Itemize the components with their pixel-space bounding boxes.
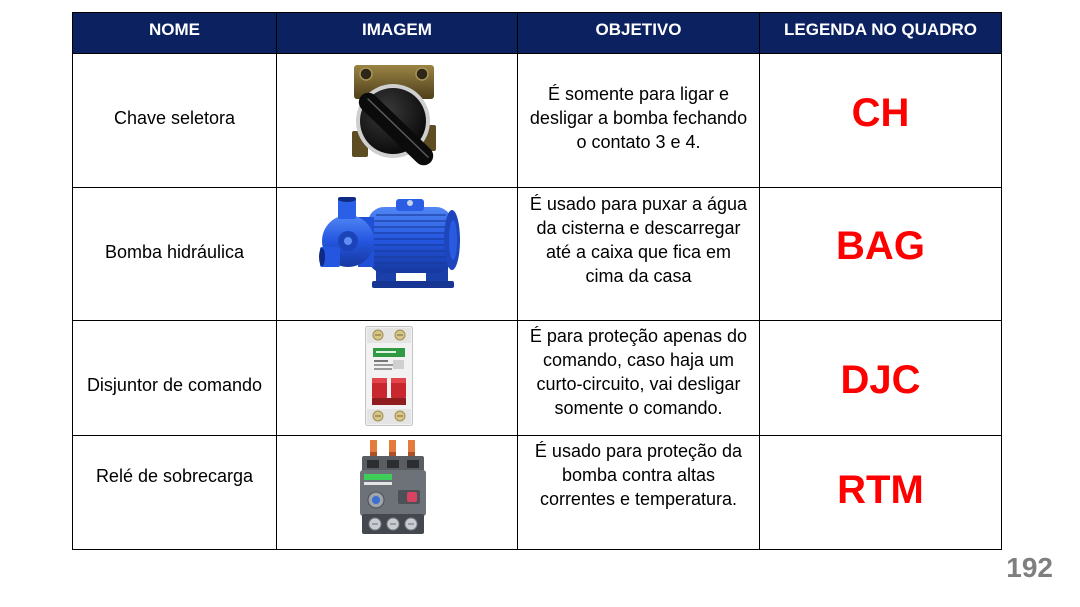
column-header-label: LEGENDA NO QUADRO [784, 20, 977, 39]
cell-image [277, 54, 518, 188]
objective-text: É somente para ligar e desligar a bomba fechando o contato 3 e 4. [529, 84, 748, 152]
cell-objective [518, 321, 760, 436]
cell-legend [760, 54, 1002, 188]
cell-image [277, 436, 518, 550]
cell-name [73, 436, 277, 550]
column-header-name [73, 13, 277, 54]
water-pump-image [318, 197, 462, 290]
cell-image [277, 188, 518, 321]
cell-name [73, 321, 277, 436]
cell-name [73, 188, 277, 321]
component-name: Disjuntor de comando [86, 375, 263, 395]
component-name: Chave seletora [113, 108, 236, 128]
column-header-label: IMAGEM [362, 20, 432, 39]
column-header-legend [760, 13, 1002, 54]
cell-legend [760, 436, 1002, 550]
relay-body [360, 456, 426, 516]
objective-text: É para proteção apenas do comando, caso haja um curto-circuito, vai desligar somente o comando. [529, 326, 748, 418]
circuit-breaker-image [365, 326, 413, 426]
cell-objective [518, 54, 760, 188]
component-name: Bomba hidráulica [104, 242, 245, 262]
cell-legend [760, 321, 1002, 436]
objective-text: É usado para proteção da bomba contra altas correntes e temperatura. [534, 441, 743, 509]
legend-code: BAG [836, 224, 925, 268]
components-table [72, 12, 1002, 550]
cell-name [73, 54, 277, 188]
selector-switch-image [348, 65, 440, 170]
objective-text: É usado para puxar a água da cisterna e descarregar até a caixa que fica em cima da casa [529, 194, 748, 286]
column-header-objective [518, 13, 760, 54]
column-header-image [277, 13, 518, 54]
relay-terminals [362, 514, 424, 534]
legend-code: CH [851, 91, 910, 135]
cell-image [277, 321, 518, 436]
breaker-body [366, 327, 413, 426]
column-header-label: NOME [149, 20, 200, 39]
page-number: 192 [1006, 552, 1053, 583]
pump-head [319, 197, 374, 267]
cell-objective [518, 436, 760, 550]
legend-code: RTM [837, 468, 924, 512]
cell-legend [760, 188, 1002, 321]
overload-relay-image [358, 440, 428, 536]
component-name: Relé de sobrecarga [95, 466, 254, 486]
cell-objective [518, 188, 760, 321]
column-header-label: OBJETIVO [595, 20, 682, 39]
legend-code: DJC [840, 358, 921, 402]
motor-body [368, 199, 460, 273]
